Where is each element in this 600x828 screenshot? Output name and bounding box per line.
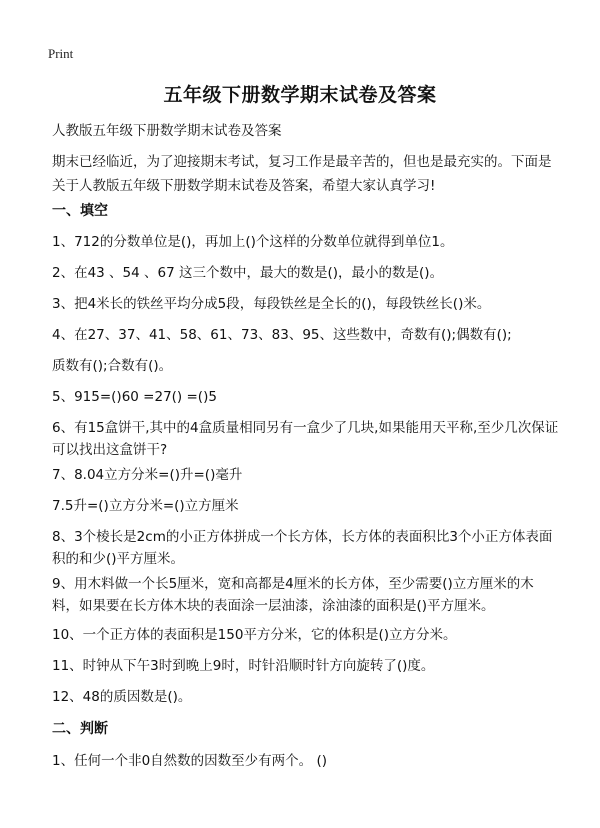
question-item: 7、8.04立方分米=()升=()毫升 <box>52 467 243 483</box>
question-item: 12、48的质因数是()。 <box>52 689 192 705</box>
question-item: 10、一个正方体的表面积是150平方分米，它的体积是()立方分米。 <box>52 627 457 643</box>
subtitle: 人教版五年级下册数学期末试卷及答案 <box>52 123 282 139</box>
question-item: 2、在43 、54 、67 这三个数中，最大的数是()，最小的数是()。 <box>52 265 444 281</box>
question-item: 5、915=()60 =27() =()5 <box>52 389 217 405</box>
intro-paragraph: 期末已经临近，为了迎接期末考试，复习工作是最辛苦的，但也是最充实的。下面是关于人教版五年级下册数学期末试卷及答案，希望大家认真学习! <box>52 154 552 194</box>
question-item: 6、有15盒饼干,其中的4盒质量相同另有一盒少了几块,如果能用天平称,至少几次保证可以找出这盒饼干? <box>52 420 559 458</box>
question-item: 9、用木料做一个长5厘米，宽和高都是4厘米的长方体，至少需要()立方厘米的木料，如果要在长方体木块的表面涂一层油漆，涂油漆的面积是()平方厘米。 <box>52 576 534 614</box>
question-item: 1、任何一个非0自然数的因数至少有两个。 () <box>52 753 328 769</box>
section-heading-fill-blank: 一、填空 <box>52 203 108 219</box>
page-title: 五年级下册数学期末试卷及答案 <box>163 84 437 106</box>
question-item: 3、把4米长的铁丝平均分成5段，每段铁丝是全长的()，每段铁丝长()米。 <box>52 296 491 312</box>
question-item-continued: 质数有();合数有()。 <box>52 358 173 374</box>
question-item: 11、时钟从下午3时到晚上9时，时针沿顺时针方向旋转了()度。 <box>52 658 435 674</box>
question-item: 4、在27、37、41、58、61、73、83、95、这些数中，奇数有();偶数有(); <box>52 327 512 343</box>
question-item: 1、712的分数单位是()，再加上()个这样的分数单位就得到单位1。 <box>52 234 454 250</box>
question-item: 8、3个棱长是2cm的小正方体拼成一个长方体，长方体的表面积比3个小正方体表面积的和少()平方厘米。 <box>52 529 553 567</box>
question-item-continued: 7.5升=()立方分米=()立方厘米 <box>52 498 239 514</box>
print-link[interactable]: Print <box>48 46 74 61</box>
section-heading-true-false: 二、判断 <box>52 721 108 737</box>
